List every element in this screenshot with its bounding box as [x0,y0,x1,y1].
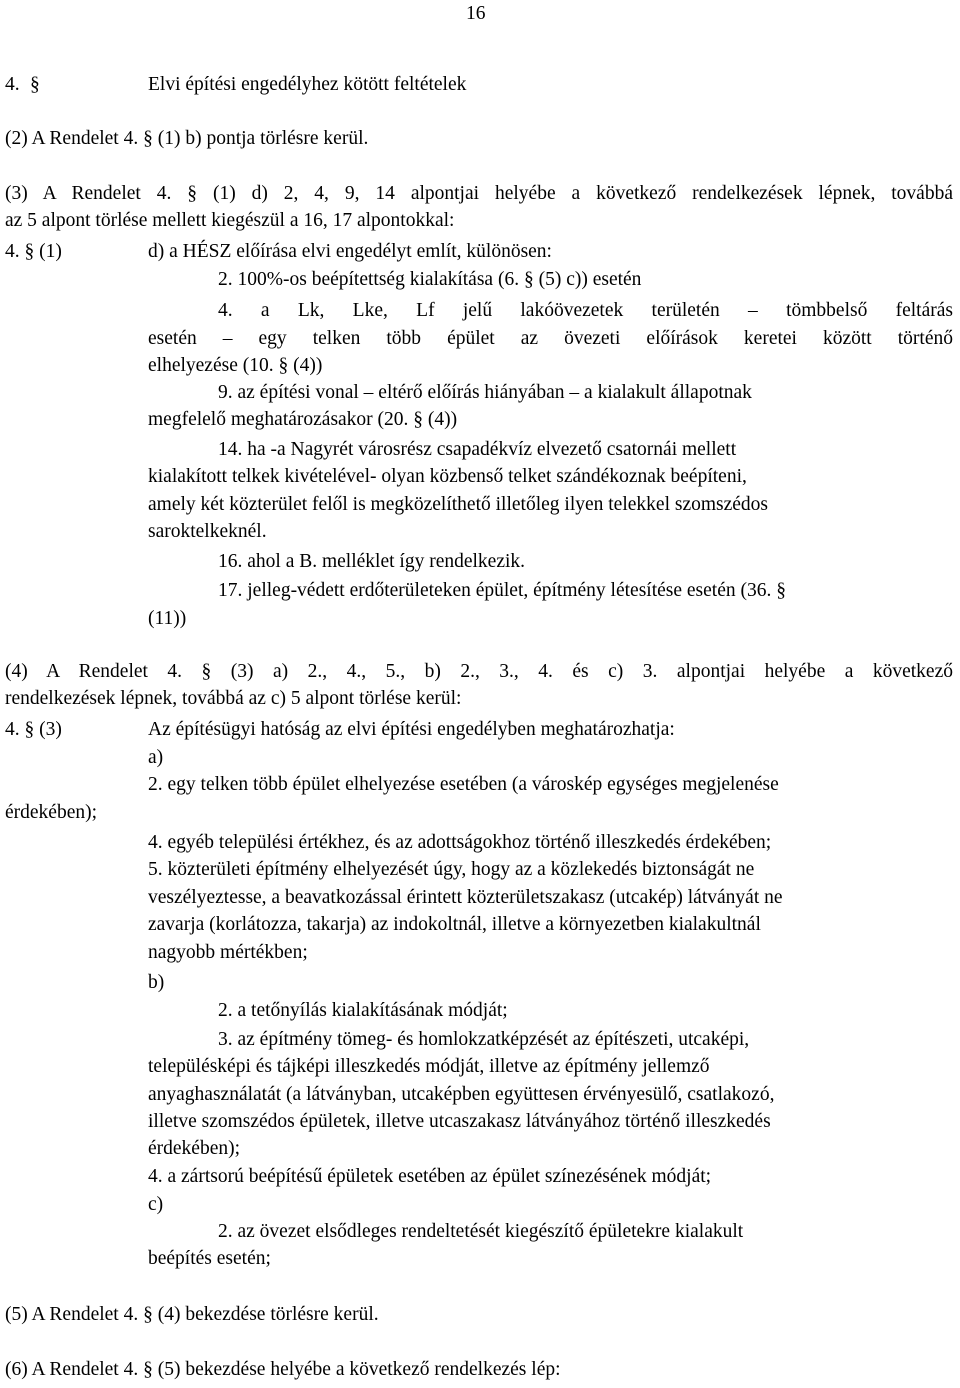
paragraph-2: (2) A Rendelet 4. § (1) b) pontja törlésre kerül. [5,128,369,149]
p4-b-item-3-line-1: 3. az építmény tömeg- és homlokzatképzését az építészeti, utcaképi, [218,1029,750,1050]
p4-b-item-3-line-3: anyaghasználatát (a látványban, utcaképben együttesen érvényesülő, csatlakozó, [148,1084,775,1105]
p3-item-14-line-3: amely két közterület felől is megközelíthető illetőleg ilyen telekkel szomszédos [148,494,769,515]
p4-b-item-2: 2. a tetőnyílás kialakításának módját; [218,1000,508,1021]
p3-item-14-line-1: 14. ha -a Nagyrét városrész csapadékvíz elvezető csatornái mellett [218,439,737,460]
p4-c-item-2-line-1: 2. az övezet elsődleges rendeltetését kiegészítő épületekre kialakult [218,1221,744,1242]
heading-number: 4. [5,74,20,95]
p4-a-item-5-line-3: zavarja (korlátozza, takarja) az indokoltnál, illetve a környezetben kialakultnál [148,914,761,935]
paragraph-6: (6) A Rendelet 4. § (5) bekezdése helyébe a következő rendelkezés lép: [5,1359,561,1380]
p4-b-item-3-line-4: illetve szomszédos épületek, illetve utcaszakasz látványához történő illeszkedés [148,1111,771,1132]
p4-b-item-3-line-5: érdekében); [148,1138,241,1159]
p4-reference: 4. § (3) [5,719,62,740]
p3-line-1: (3) A Rendelet 4. § (1) d) 2, 4, 9, 14 alpontjai helyébe a következő rendelkezések lépnek, továbbá [5,183,953,204]
p4-c-label: c) [148,1194,164,1215]
p3-reference: 4. § (1) [5,241,62,262]
p3-item-9-line-1: 9. az építési vonal – eltérő előírás hiányában – a kialakult állapotnak [218,382,752,403]
p3-item-17-line-1: 17. jelleg-védett erdőterületeken épület, építmény létesítése esetén (36. § [218,580,786,601]
heading-title: Elvi építési engedélyhez kötött feltételek [148,74,467,95]
p3-item-2: 2. 100%-os beépítettség kialakítása (6. § (5) c)) esetén [218,269,642,290]
p3-line-2: az 5 alpont törlése mellett kiegészül a 16, 17 alpontokkal: [5,210,455,231]
p4-b-item-3-line-2: településképi és tájképi illeszkedés módját, illetve az építmény jellemző [148,1056,710,1077]
p4-a-item-2-line-2: érdekében); [5,802,98,823]
p3-item-4-line-3: elhelyezése (10. § (4)) [148,355,323,376]
p4-line-2: rendelkezések lépnek, továbbá az c) 5 alpont törlése kerül: [5,688,462,709]
p3-item-4-line-1: 4. a Lk, Lke, Lf jelű lakóövezetek területén – tömbbelső feltárás [218,300,953,321]
p3-item-17-line-2: (11)) [148,608,187,629]
p4-a-item-5-line-4: nagyobb mértékben; [148,942,308,963]
p4-a-label: a) [148,747,164,768]
p3-item-14-line-2: kialakított telkek kivételével- olyan közbenső telket szándékoznak beépíteni, [148,466,747,487]
p3-item-9-line-2: megfelelő meghatározásakor (20. § (4)) [148,409,458,430]
p4-c-item-2-line-2: beépítés esetén; [148,1248,271,1269]
p4-b-label: b) [148,972,165,993]
p4-b-item-4: 4. a zártsorú beépítésű épületek esetében az épület színezésének módját; [148,1166,712,1187]
p3-d-intro: d) a HÉSZ előírása elvi engedélyt említ, különösen: [148,241,552,262]
p3-item-16: 16. ahol a B. melléklet így rendelkezik. [218,551,526,572]
p3-item-14-line-4: saroktelkeknél. [148,521,267,542]
page-number: 16 [466,3,486,24]
p4-a-item-5-line-1: 5. közterületi építmény elhelyezését úgy, hogy az a közlekedés biztonságát ne [148,859,755,880]
heading-section-sign: § [30,74,40,95]
paragraph-5: (5) A Rendelet 4. § (4) bekezdése törlésre kerül. [5,1304,379,1325]
p4-intro: Az építésügyi hatóság az elvi építési engedélyben meghatározhatja: [148,719,675,740]
p4-line-1: (4) A Rendelet 4. § (3) a) 2., 4., 5., b) 2., 3., 4. és c) 3. alpontjai helyébe a következő [5,661,953,682]
p4-a-item-5-line-2: veszélyeztesse, a beavatkozással érintett közterületszakasz (utcakép) látványát ne [148,887,783,908]
p4-a-item-2-line-1: 2. egy telken több épület elhelyezése esetében (a városkép egységes megjelenése [148,774,779,795]
p3-item-4-line-2: esetén – egy telken több épület az övezeti előírások keretei között történő [148,328,953,349]
p4-a-item-4: 4. egyéb települési értékhez, és az adottságokhoz történő illeszkedés érdekében; [148,832,772,853]
